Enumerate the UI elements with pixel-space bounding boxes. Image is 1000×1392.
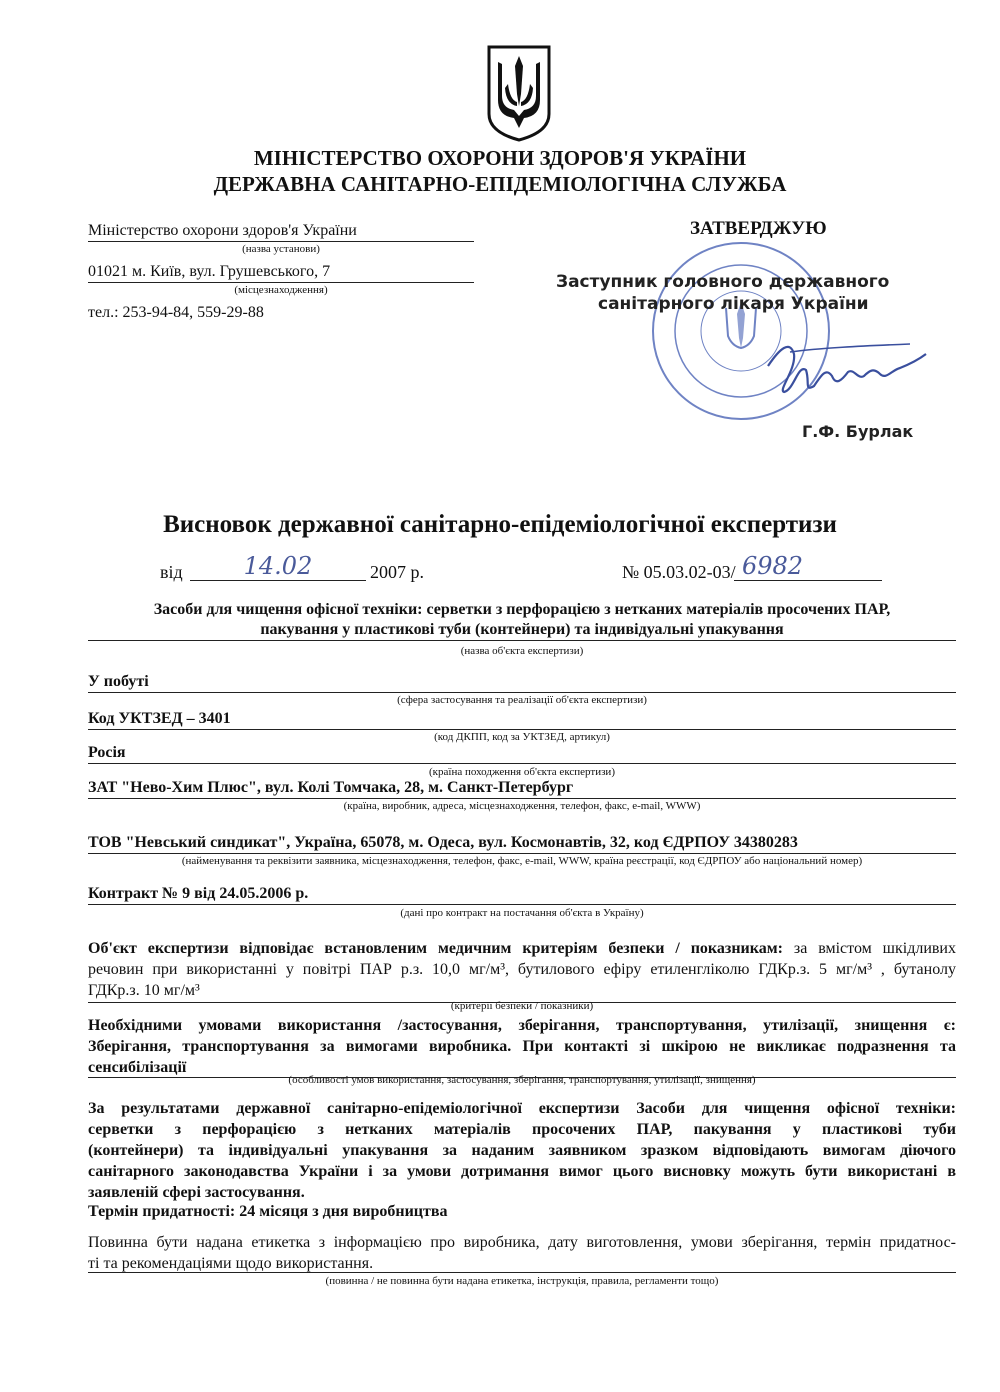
conclusion-line-2: серветки з перфорацією з нетканих матеріалів просочених ПАР, пакування у пластикові туби (88, 1121, 956, 1138)
approval-position-line-1: Заступник головного державного (556, 272, 890, 292)
shelf-life: Термін придатності: 24 місяця з дня виробництва (88, 1203, 448, 1220)
object-name-rule (88, 640, 956, 641)
institution-name: Міністерство охорони здоров'я України (88, 221, 474, 242)
approval-title: ЗАТВЕРДЖУЮ (690, 218, 827, 239)
criteria-block (88, 938, 956, 1001)
conclusion-line-1: За результатами державної санітарно-епідеміологічної експертизи Засоби для чищення офісної техніки: (88, 1100, 956, 1117)
institution-name-caption: (назва установи) (242, 243, 320, 255)
conclusion-line-5: заявленій сфері застосування. (88, 1184, 305, 1201)
country-value: Росія (88, 743, 956, 764)
signature-icon (760, 330, 930, 410)
number-handwritten: 6982 (742, 552, 804, 580)
ministry-line-1: МІНІСТЕРСТВО ОХОРОНИ ЗДОРОВ'Я УКРАЇНИ (253, 146, 747, 170)
criteria-caption: (критерії безпеки / показники) (450, 1000, 594, 1012)
number-field (734, 552, 882, 581)
date-field (190, 552, 366, 581)
approval-signature-name: Г.Ф. Бурлак (802, 422, 914, 441)
applicant-value: ТОВ "Невський синдикат", Україна, 65078, м. Одеса, вул. Космонавтів, 32, код ЄДРПОУ 34380283 (88, 833, 956, 854)
object-name-caption: (назва об'єкта експертизи) (460, 645, 584, 657)
document-title: Висновок державної санітарно-епідеміологічної експертизи (163, 511, 837, 538)
criteria-text-1: за вмістом шкідливих (793, 940, 956, 957)
label-note-block (88, 1232, 956, 1274)
conclusion-line-4: санітарного законодавства України і за умови дотримання вимог цього висновку можуть бути використані в (88, 1163, 956, 1180)
institution-address: 01021 м. Київ, вул. Грушевського, 7 (88, 262, 474, 283)
object-name-line-1: Засоби для чищення офісної техніки: серветки з перфорацією з нетканих матеріалів просочених ПАР, (153, 601, 891, 618)
country-caption: (країна походження об'єкта експертизи) (429, 766, 615, 778)
date-prefix: від (160, 562, 183, 582)
approval-position-line-2: санітарного лікаря України (598, 294, 869, 314)
conclusion-block (88, 1098, 956, 1203)
object-name (88, 600, 956, 640)
contract-caption: (дані про контракт на постачання об'єкта в Україну) (400, 907, 644, 919)
object-name-line-2: пакування у пластикові туби (контейнери) та індивідуальні упакування (260, 621, 784, 638)
institution-address-caption: (місцезнаходження) (234, 284, 328, 296)
conclusion-line-3: (контейнери) та індивідуальні упакування за наданим заявником зразком відповідають вимогам діючого (88, 1142, 956, 1159)
criteria-line-1 (88, 938, 956, 959)
institution-phone: тел.: 253-94-84, 559-29-88 (88, 304, 264, 321)
criteria-text-2: речовин при використанні у повітрі ПАР р.з. 10,0 мг/м³, бутилового ефіру етиленгліколю ГДКр.з. 5 мг/м³ , бутанолу (88, 961, 956, 978)
number-prefix: № 05.03.02-03/ (622, 562, 736, 582)
conditions-line-2: Зберігання, транспортування за вимогами виробника. При контакті зі шкірою не викликає подразнення та (88, 1038, 956, 1055)
conditions-line-1: Необхідними умовами використання /застосування, зберігання, транспортування, утилізації, знищення є: (88, 1017, 956, 1034)
label-note-line-1: Повинна бути надана етикетка з інформацією про виробника, дату виготовлення, умови зберігання, термін придатнос- (88, 1234, 956, 1251)
conditions-block (88, 1015, 956, 1078)
code-value: Код УКТЗЕД – 3401 (88, 709, 956, 730)
scope-caption: (сфера застосування та реалізації об'єкта експертизи) (397, 694, 647, 706)
contract-value: Контракт № 9 від 24.05.2006 р. (88, 884, 956, 905)
ministry-line-2: ДЕРЖАВНА САНІТАРНО-ЕПІДЕМІОЛОГІЧНА СЛУЖБА (213, 172, 787, 196)
scope-value: У побуті (88, 672, 956, 693)
criteria-lead: Об'єкт експертизи відповідає встановленим медичним критеріям безпеки / показникам: (88, 940, 783, 957)
applicant-caption: (найменування та реквізити заявника, місцезнаходження, телефон, факс, e-mail, WWW, країна реєстрації, код ЄДРПОУ або національний номер) (181, 855, 863, 867)
criteria-text-3: ГДКр.з. 10 мг/м³ (88, 982, 200, 999)
label-note-rule (88, 1272, 956, 1273)
date-handwritten: 14.02 (243, 552, 313, 580)
manufacturer-caption: (країна, виробник, адреса, місцезнаходження, телефон, факс, e-mail, WWW) (343, 800, 701, 812)
trident-emblem-icon (486, 44, 552, 142)
code-caption: (код ДКПП, код за УКТЗЕД, артикул) (434, 731, 610, 743)
ministry-heading (0, 145, 1000, 197)
conditions-caption: (особливості умов використання, застосування, зберігання, транспортування, утилізації, знищення) (288, 1074, 756, 1086)
date-year: 2007 р. (370, 562, 424, 582)
manufacturer-value: ЗАТ "Нево-Хим Плюс", вул. Колі Томчака, 28, м. Санкт-Петербург (88, 778, 956, 799)
label-note-line-2: ті та рекомендаціями щодо використання. (88, 1255, 374, 1272)
conditions-line-3: сенсибілізації (88, 1059, 187, 1076)
label-note-caption: (повинна / не повинна бути надана етикетка, інструкція, правила, регламенти тощо) (325, 1275, 719, 1287)
